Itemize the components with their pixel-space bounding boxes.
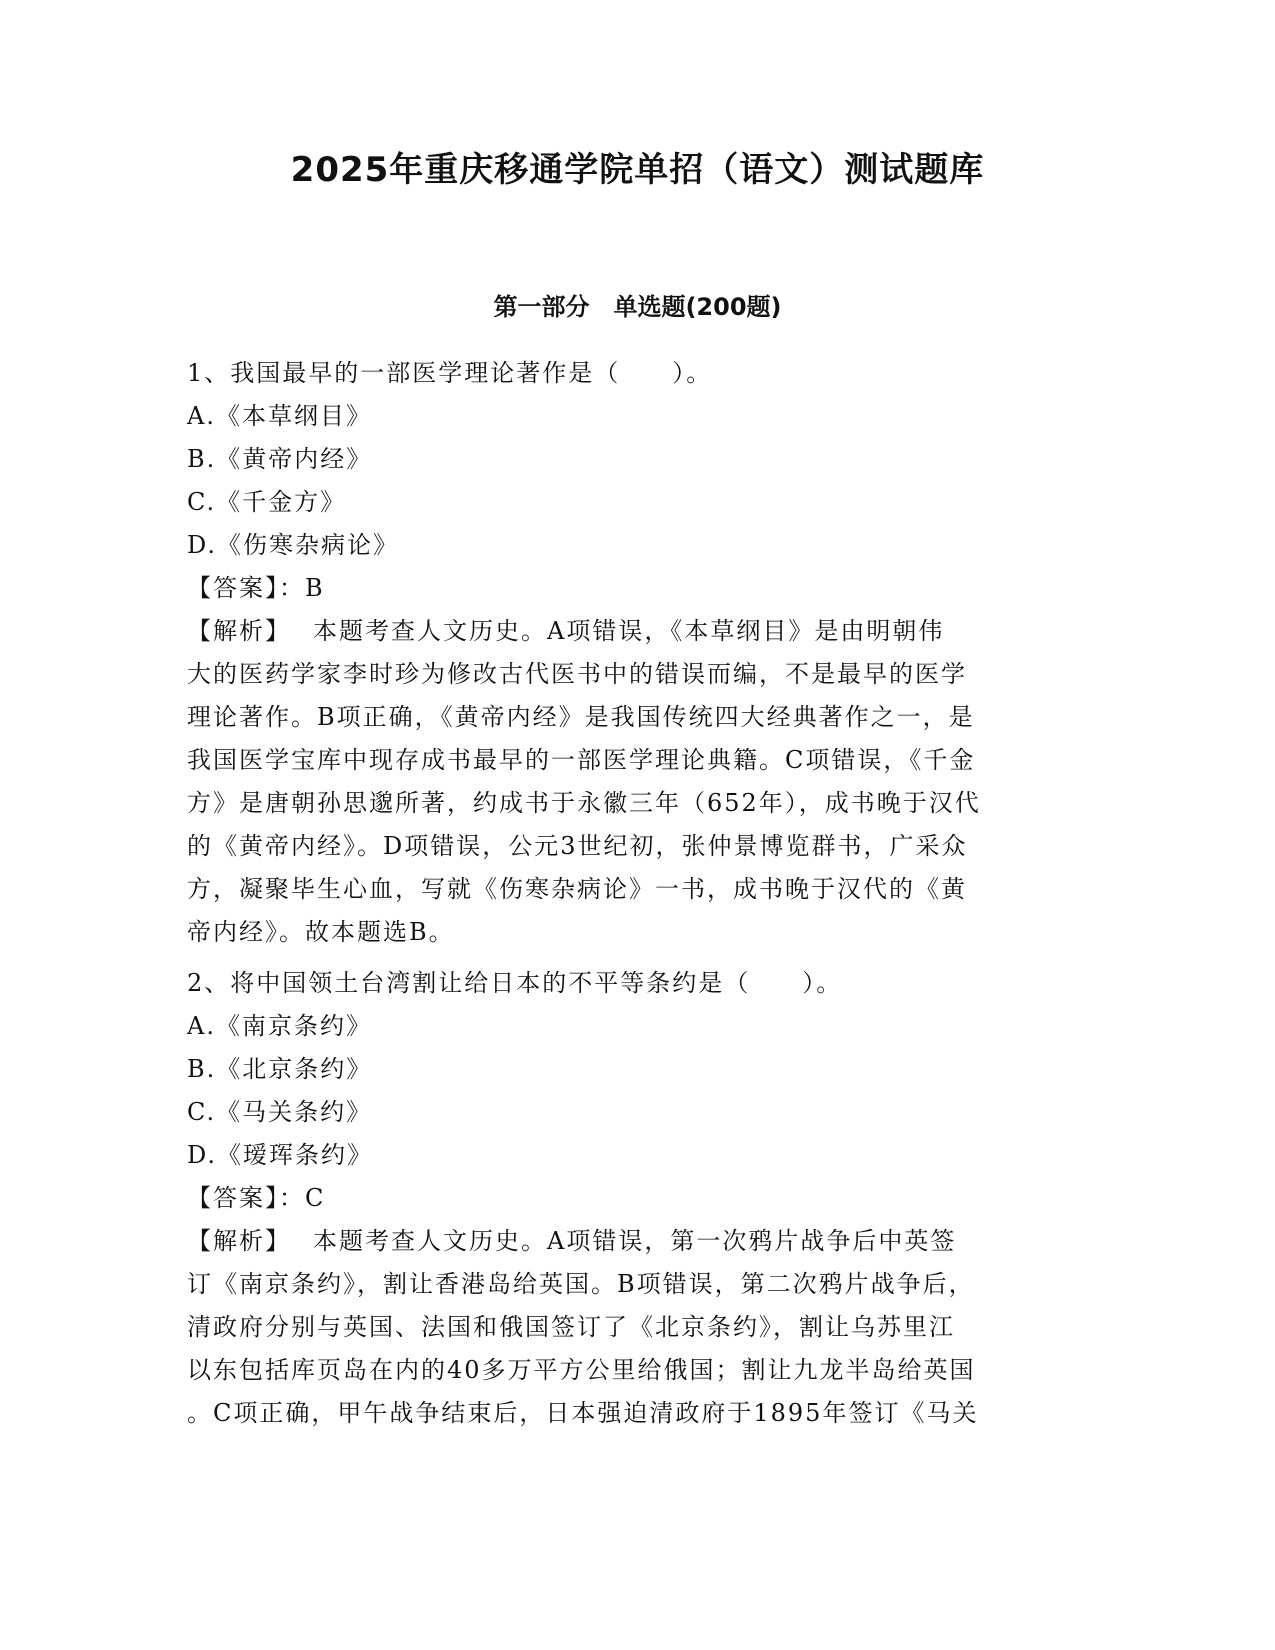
option-a: A.《南京条约》 xyxy=(187,1012,372,1040)
analysis-line: 以东包括库页岛在内的40多万平方公里给俄国；割让九龙半岛给英国 xyxy=(187,1356,976,1384)
option-c: C.《千金方》 xyxy=(187,488,347,516)
question-1 xyxy=(187,352,1077,954)
analysis-line: 方》是唐朝孙思邈所著，约成书于永徽三年（652年），成书晚于汉代 xyxy=(187,789,981,817)
analysis-line: 的《黄帝内经》。D项错误，公元3世纪初，张仲景博览群书，广采众 xyxy=(187,832,968,860)
analysis-label: 【解析】 xyxy=(187,617,291,645)
option-a: A.《本草纲目》 xyxy=(187,402,372,430)
option-b: B.《黄帝内经》 xyxy=(187,445,373,473)
analysis-line xyxy=(187,610,1077,653)
question-stem: 1、我国最早的一部医学理论著作是（ ）。 xyxy=(187,359,713,387)
question-2 xyxy=(187,962,1077,1435)
analysis-line: 大的医药学家李时珍为修改古代医书中的错误而编，不是最早的医学 xyxy=(187,660,967,688)
answer-line xyxy=(187,1177,1077,1220)
analysis-text: 本题考查人文历史。A项错误，《本草纲目》是由明朝伟 xyxy=(313,617,945,645)
analysis-line: 。C项正确，甲午战争结束后，日本强迫清政府于1895年签订《马关 xyxy=(187,1399,979,1427)
answer-value: B xyxy=(305,574,325,602)
option-c: C.《马关条约》 xyxy=(187,1098,373,1126)
option-d: D.《瑷珲条约》 xyxy=(187,1141,374,1169)
option-d: D.《伤寒杂病论》 xyxy=(187,531,400,559)
answer-line xyxy=(187,567,1077,610)
question-stem: 2、将中国领土台湾割让给日本的不平等条约是（ ）。 xyxy=(187,969,843,997)
answer-value: C xyxy=(305,1184,326,1212)
analysis-text: 本题考查人文历史。A项错误，第一次鸦片战争后中英签 xyxy=(313,1227,957,1255)
answer-label: 【答案】： xyxy=(187,574,305,602)
section-title: 第一部分 单选题(200题) xyxy=(493,293,782,321)
analysis-label: 【解析】 xyxy=(187,1227,291,1255)
analysis-line: 清政府分别与英国、法国和俄国签订了《北京条约》，割让乌苏里江 xyxy=(187,1313,955,1341)
analysis-line: 帝内经》。故本题选B。 xyxy=(187,918,455,946)
analysis-line: 方，凝聚毕生心血，写就《伤寒杂病论》一书，成书晚于汉代的《黄 xyxy=(187,875,967,903)
option-b: B.《北京条约》 xyxy=(187,1055,373,1083)
document-title: 2025年重庆移通学院单招（语文）测试题库 xyxy=(290,150,985,190)
analysis-line: 我国医学宝库中现存成书最早的一部医学理论典籍。C项错误，《千金 xyxy=(187,746,976,774)
answer-label: 【答案】： xyxy=(187,1184,305,1212)
analysis-line: 理论著作。B项正确，《黄帝内经》是我国传统四大经典著作之一，是 xyxy=(187,703,975,731)
analysis-line: 订《南京条约》，割让香港岛给英国。B项错误，第二次鸦片战争后， xyxy=(187,1270,975,1298)
analysis-line xyxy=(187,1220,1077,1263)
question-list xyxy=(187,352,1077,1443)
